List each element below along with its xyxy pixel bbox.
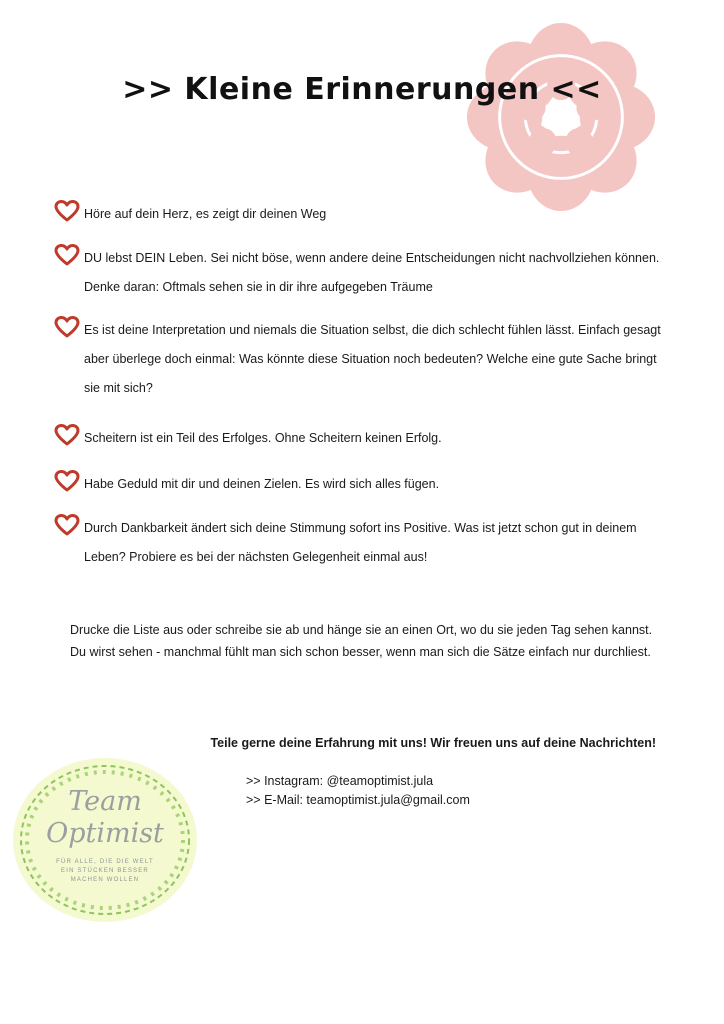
- list-item: [54, 470, 664, 499]
- instruction-note: Drucke die Liste aus oder schreibe sie ab und hänge sie an einen Ort, wo du sie jeden Tag sehen kannst. Du wirst sehen - manchmal fühlt man sich schon besser, wenn man sich die Sätze einfach nur durchliest.: [70, 623, 653, 659]
- list-item: [54, 514, 664, 572]
- logo-subline-3: MACHEN WOLLEN: [70, 877, 140, 883]
- logo-subline-1: FÜR ALLE, DIE DIE WELT: [56, 859, 154, 865]
- list-item: [54, 244, 664, 302]
- list-item-text: Durch Dankbarkeit ändert sich deine Stimmung sofort ins Positive. Was ist jetzt schon gut in deinem Leben? Probiere es bei der nächsten Gelegenheit einmal aus!: [84, 521, 637, 564]
- heart-icon: [54, 244, 80, 266]
- team-optimist-logo: [10, 756, 200, 924]
- logo-line-1: Team: [68, 786, 142, 817]
- list-item: [54, 200, 664, 229]
- list-item-text: Es ist deine Interpretation und niemals die Situation selbst, die dich schlecht fühlen lässt. Einfach gesagt aber überlege doch einmal: Was könnte diese Situation noch bedeuten? Welche eine gute Sache bringt sie mit sich?: [84, 323, 661, 395]
- share-callout: Teile gerne deine Erfahrung mit uns! Wir freuen uns auf deine Nachrichten!: [210, 736, 656, 750]
- logo-line-2: Optimist: [46, 818, 164, 849]
- heart-icon: [54, 316, 80, 338]
- flower-icon: [462, 22, 660, 212]
- heart-icon: [54, 470, 80, 492]
- email-link[interactable]: >> E-Mail: teamoptimist.jula@gmail.com: [246, 793, 470, 807]
- list-item-text: Habe Geduld mit dir und deinen Zielen. Es wird sich alles fügen.: [84, 477, 440, 491]
- contact-list: [246, 772, 470, 810]
- instagram-link[interactable]: >> Instagram: @teamoptimist.jula: [246, 774, 434, 788]
- heart-icon: [54, 200, 80, 222]
- heart-icon: [54, 514, 80, 536]
- list-item: [54, 316, 664, 403]
- heart-icon: [54, 424, 80, 446]
- list-item: [54, 424, 664, 453]
- logo-subline-2: EIN STÜCKEN BESSER: [61, 868, 149, 874]
- list-item-text: DU lebst DEIN Leben. Sei nicht böse, wenn andere deine Entscheidungen nicht nachvollziehen können. Denke daran: Oftmals sehen sie in dir ihre aufgegeben Träume: [84, 251, 660, 294]
- page-title: >> Kleine Erinnerungen <<: [122, 72, 602, 107]
- list-item-text: Scheitern ist ein Teil des Erfolges. Ohne Scheitern keinen Erfolg.: [84, 431, 442, 445]
- list-item-text: Höre auf dein Herz, es zeigt dir deinen Weg: [84, 207, 327, 221]
